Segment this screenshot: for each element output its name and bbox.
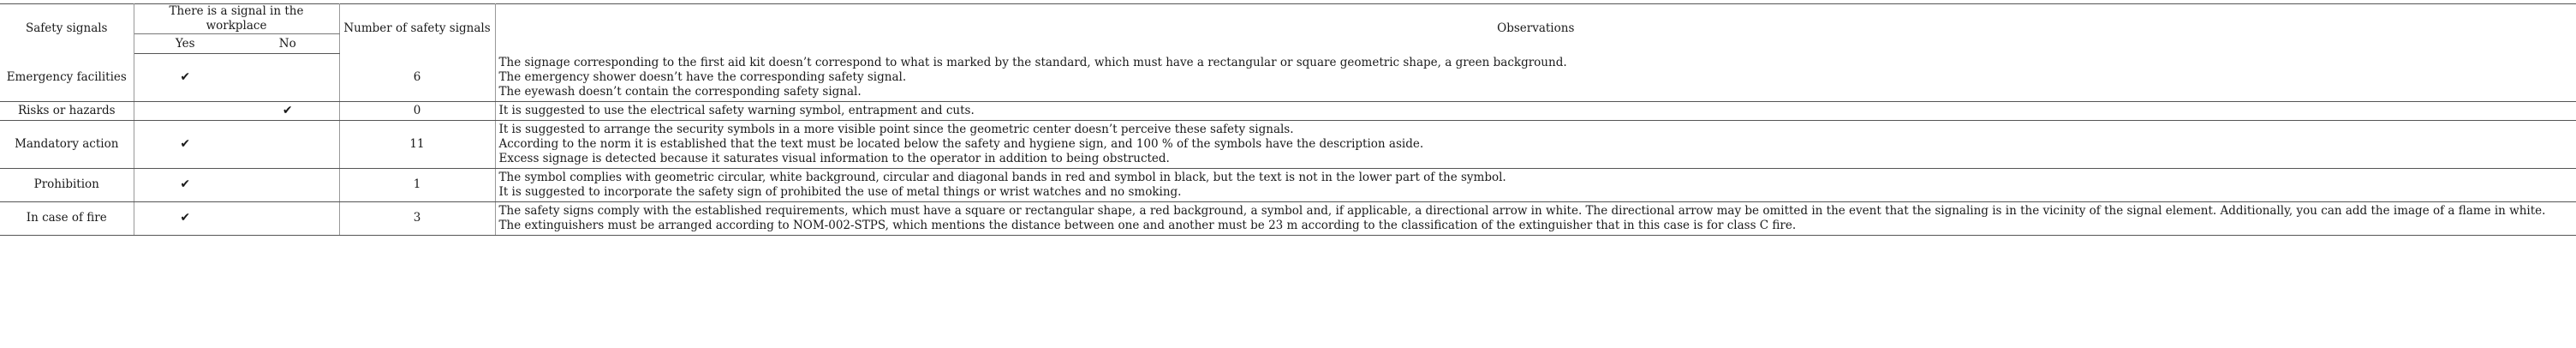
row-safety-signal: Risks or hazards <box>0 101 134 120</box>
header-observations: Observations <box>495 4 2576 54</box>
row-safety-signal: Prohibition <box>0 168 134 201</box>
safety-signals-table-container <box>0 3 2576 236</box>
row-no-check: ✔ <box>236 101 339 120</box>
header-safety-signals: Safety signals <box>0 4 134 54</box>
observation-line: Excess signage is detected because it saturates visual information to the operator in addition to being obstructed. <box>498 151 1170 165</box>
observation-line: The symbol complies with geometric circular, white background, circular and diagonal bands in red and symbol in black, but the text is not in the lower part of the symbol. <box>498 170 1506 184</box>
header-yes: Yes <box>134 34 236 54</box>
table-row <box>0 54 2576 102</box>
observation-line: The eyewash doesn’t contain the corresponding safety signal. <box>498 84 862 99</box>
observation-line: The extinguishers must be arranged according to NOM-002-STPS, which mentions the distance between one and another must be 23 m according to the classification of the extinguisher that in this case is for class C fire. <box>498 218 1797 232</box>
row-signal-count: 3 <box>339 201 495 235</box>
row-safety-signal: Emergency facilities <box>0 54 134 102</box>
row-observations <box>495 168 2576 201</box>
table-row <box>0 120 2576 168</box>
row-observations <box>495 101 2576 120</box>
row-signal-count: 0 <box>339 101 495 120</box>
observation-line: It is suggested to incorporate the safety sign of prohibited the use of metal things or wrist watches and no smoking. <box>498 184 1182 199</box>
row-no-check <box>236 168 339 201</box>
row-yes-check <box>134 101 236 120</box>
observation-line: It is suggested to use the electrical safety warning symbol, entrapment and cuts. <box>498 103 975 117</box>
row-no-check <box>236 120 339 168</box>
row-yes-check: ✔ <box>134 201 236 235</box>
header-row-top <box>0 4 2576 34</box>
table-row <box>0 101 2576 120</box>
row-observations <box>495 54 2576 102</box>
row-signal-count: 1 <box>339 168 495 201</box>
header-signal-in-workplace: There is a signal in the workplace <box>134 4 339 34</box>
row-observations <box>495 120 2576 168</box>
row-yes-check: ✔ <box>134 168 236 201</box>
row-yes-check: ✔ <box>134 54 236 102</box>
row-safety-signal: Mandatory action <box>0 120 134 168</box>
row-no-check <box>236 201 339 235</box>
row-safety-signal: In case of fire <box>0 201 134 235</box>
row-yes-check: ✔ <box>134 120 236 168</box>
row-signal-count: 6 <box>339 54 495 102</box>
header-no: No <box>236 34 339 54</box>
row-signal-count: 11 <box>339 120 495 168</box>
table-row <box>0 201 2576 235</box>
row-no-check <box>236 54 339 102</box>
observation-line: The emergency shower doesn’t have the corresponding safety signal. <box>498 69 907 84</box>
row-observations <box>495 201 2576 235</box>
observation-line: The safety signs comply with the established requirements, which must have a square or rectangular shape, a red background, a symbol and, if applicable, a directional arrow in white. The directional arrow may be omitted in the event that the signaling is in the vicinity of the signal element. Additionally, you can add the image of a flame in white. <box>498 203 2546 218</box>
observation-line: The signage corresponding to the first aid kit doesn’t correspond to what is marked by the standard, which must have a rectangular or square geometric shape, a green background. <box>498 55 1567 69</box>
header-number-of-signals: Number of safety signals <box>339 4 495 54</box>
observation-line: According to the norm it is established that the text must be located below the safety and hygiene sign, and 100 % of the symbols have the description aside. <box>498 136 1424 151</box>
observation-line: It is suggested to arrange the security symbols in a more visible point since the geometric center doesn’t perceive these safety signals. <box>498 122 1294 136</box>
table-row <box>0 168 2576 201</box>
safety-signals-table <box>0 3 2576 236</box>
